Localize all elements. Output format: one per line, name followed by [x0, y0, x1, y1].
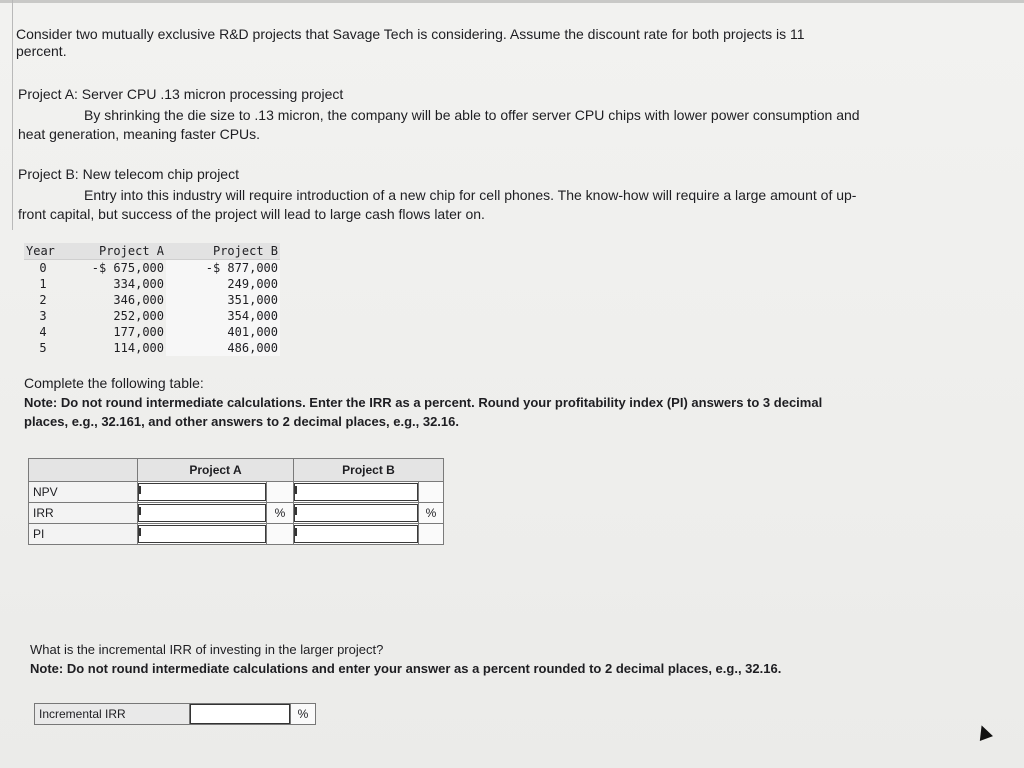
irr-project-a-percent: %: [267, 503, 294, 524]
left-border: [12, 0, 13, 230]
project-b-desc-1: Entry into this industry will require introduction of a new chip for cell phones. The know-how will require a large amount of up-: [84, 187, 857, 203]
npv-project-a-field[interactable]: [138, 483, 266, 501]
npv-project-a-input[interactable]: [138, 482, 267, 503]
cash-flow-header-row: [24, 243, 280, 260]
pi-project-a-input[interactable]: [138, 524, 267, 545]
cash-flow-row: [24, 324, 280, 340]
irr-project-a-field[interactable]: [138, 504, 266, 522]
project-b-desc-2: front capital, but success of the project will lead to large cash flows later on.: [18, 206, 485, 222]
project-a-cash-flow: 177,000: [113, 325, 164, 339]
project-a-cash-flow: 114,000: [113, 341, 164, 355]
year-cell: 0: [39, 261, 47, 275]
header-year: Year: [24, 243, 62, 260]
cash-flow-row: [24, 340, 280, 356]
irr-project-b-input[interactable]: [294, 503, 419, 524]
project-a-cash-flow: -$ 675,000: [91, 261, 164, 275]
project-a-desc-1: By shrinking the die size to .13 micron, the company will be able to offer server CPU chips with lower power consumption and: [84, 107, 860, 123]
incremental-irr-label: Incremental IRR: [35, 704, 190, 724]
incremental-irr-row: [34, 703, 316, 725]
project-b-cash-flow: 249,000: [166, 276, 280, 292]
year-cell: 3: [39, 309, 47, 323]
npv-project-b-input[interactable]: [294, 482, 419, 503]
npv-row: [29, 482, 444, 503]
year-cell: 4: [39, 325, 47, 339]
incremental-note: Note: Do not round intermediate calculations and enter your answer as a percent rounded to 2 decimal places, e.g., 32.16.: [30, 661, 782, 676]
project-a-cash-flow: 252,000: [113, 309, 164, 323]
incremental-irr-percent: %: [290, 704, 315, 724]
cash-flow-row: [24, 308, 280, 324]
answer-header-row: [29, 459, 444, 482]
header-project-a: Project A: [62, 243, 166, 260]
intro-line-2: percent.: [16, 43, 67, 59]
cash-flow-row: [24, 276, 280, 292]
pi-row: [29, 524, 444, 545]
pi-label: PI: [29, 524, 138, 545]
npv-label: NPV: [29, 482, 138, 503]
year-cell: 1: [39, 277, 47, 291]
project-a-desc-2: heat generation, meaning faster CPUs.: [18, 126, 261, 142]
irr-project-b-percent: %: [419, 503, 444, 524]
pi-project-b-field[interactable]: [294, 525, 418, 543]
project-b-cash-flow: -$ 877,000: [166, 260, 280, 277]
incremental-irr-input[interactable]: [190, 704, 290, 724]
project-b-cash-flow: 351,000: [166, 292, 280, 308]
pi-project-b-spacer: [419, 524, 444, 545]
npv-project-b-field[interactable]: [294, 483, 418, 501]
year-cell: 5: [39, 341, 47, 355]
instructions-heading: Complete the following table:: [24, 375, 204, 391]
cash-flow-row: [24, 260, 280, 277]
intro-line-1: Consider two mutually exclusive R&D projects that Savage Tech is considering. Assume the discount rate for both projects is 11: [16, 26, 805, 42]
irr-project-a-input[interactable]: [138, 503, 267, 524]
project-a-cash-flow: 334,000: [113, 277, 164, 291]
year-cell: 2: [39, 293, 47, 307]
npv-project-b-spacer: [419, 482, 444, 503]
irr-label: IRR: [29, 503, 138, 524]
top-border: [0, 0, 1024, 3]
cash-flow-row: [24, 292, 280, 308]
project-b-cash-flow: 486,000: [166, 340, 280, 356]
irr-row: [29, 503, 444, 524]
instructions-note-2: places, e.g., 32.161, and other answers to 2 decimal places, e.g., 32.16.: [24, 414, 459, 429]
cash-flow-table: [24, 243, 280, 356]
project-a-title: Project A: Server CPU .13 micron processing project: [18, 86, 344, 102]
answer-header-project-a: Project A: [138, 459, 294, 482]
project-a-cash-flow: 346,000: [113, 293, 164, 307]
incremental-question: What is the incremental IRR of investing in the larger project?: [30, 642, 384, 657]
pi-project-b-input[interactable]: [294, 524, 419, 545]
project-b-cash-flow: 354,000: [166, 308, 280, 324]
instructions-note-1: Note: Do not round intermediate calculations. Enter the IRR as a percent. Round your profitability index (PI) answers to 3 decimal: [24, 395, 823, 410]
answer-table: [28, 458, 444, 545]
pi-project-a-field[interactable]: [138, 525, 266, 543]
answer-header-project-b: Project B: [294, 459, 444, 482]
npv-project-a-spacer: [267, 482, 294, 503]
project-b-title: Project B: New telecom chip project: [18, 166, 239, 182]
project-b-cash-flow: 401,000: [166, 324, 280, 340]
header-project-b: Project B: [166, 243, 280, 260]
answer-corner-cell: [29, 459, 138, 482]
mouse-cursor-icon: [975, 723, 993, 741]
pi-project-a-spacer: [267, 524, 294, 545]
irr-project-b-field[interactable]: [294, 504, 418, 522]
